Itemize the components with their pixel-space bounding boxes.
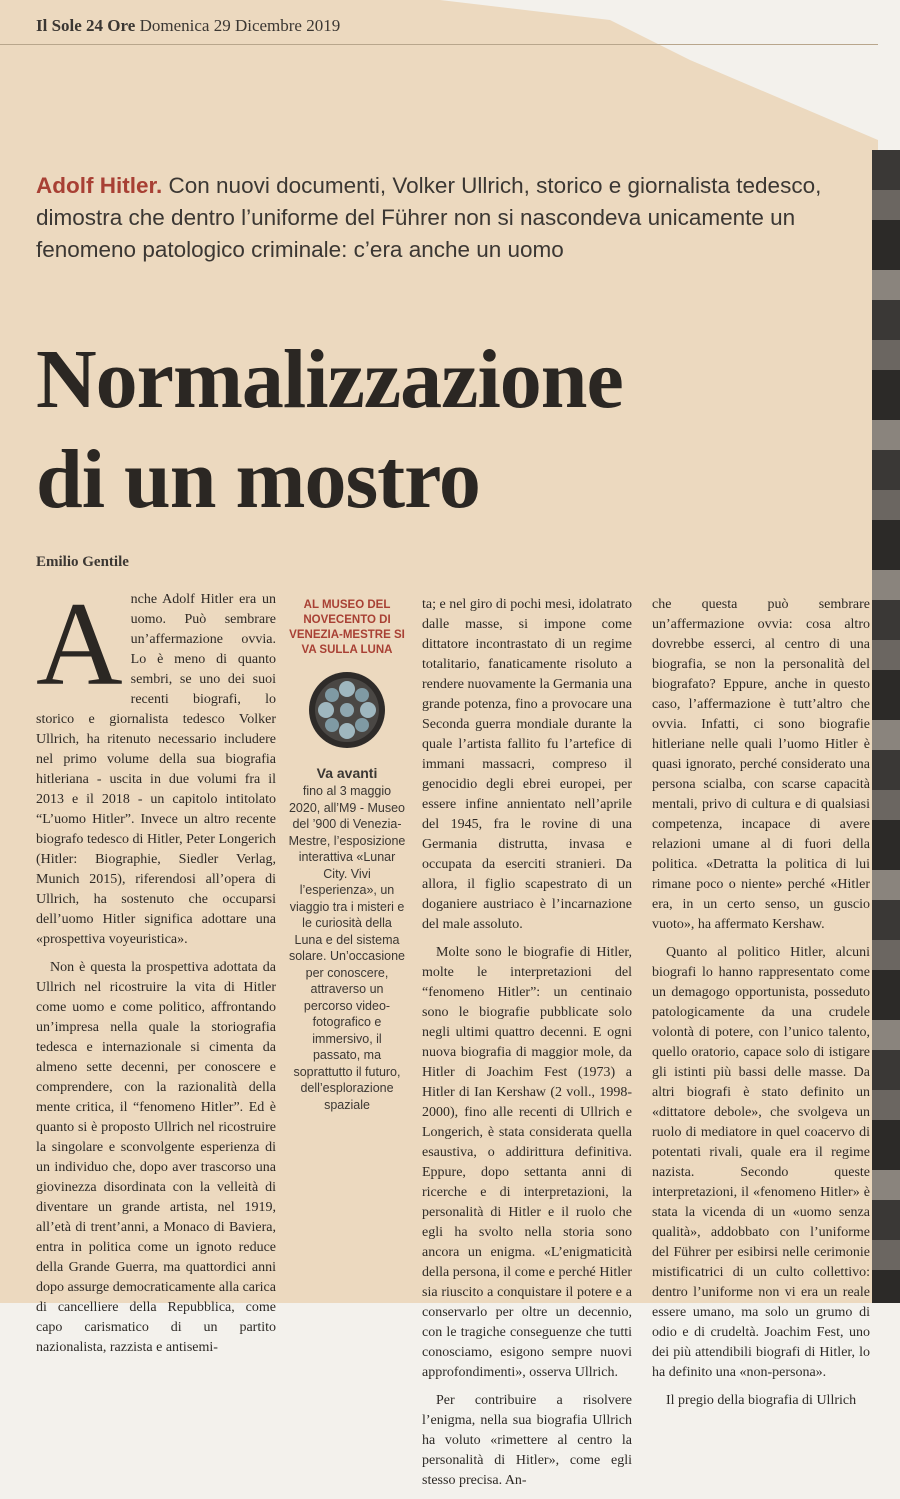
masthead [36, 16, 340, 36]
paragraph: Il pregio della biografia di Ullrich [666, 1393, 857, 1408]
sidebar-box [287, 598, 407, 1113]
kicker-label: Adolf Hitler. [36, 173, 163, 198]
paragraph: ta; e nel giro di pochi mesi, idolatrato dalle masse, si impone come dittatore incontrastato di un regime totalitario, fanaticamente risoluto a rendere nuovamente la Germania una grande potenza, fino a provocare una Seconda guerra mondiale durante la quale l’artista fallito fu l’artefice di immani massacri, compreso il genocidio degli ebrei europei, per essere infine annientato nell’aprile del 1945, fra le rovine di una Germania distrutta, invasa e occupata da eserciti stranieri. Da allora, il figlio scapestrato di un doganiere austriaco è l’incarnazione del male assoluto. [422, 597, 632, 932]
kicker-text: Con nuovi documenti, Volker Ullrich, storico e giornalista tedesco, dimostra che dentro l’uniforme del Führer non si nascondeva unicamente un fenomeno patologico criminale: c’era anche un uomo [36, 173, 822, 262]
headline-line-1: Normalizzazione [36, 333, 623, 426]
paragraph: Non è questa la prospettiva adottata da Ullrich nel ricostruire la vita di Hitler come uomo e come politico, affrontando un’impresa nella quale la storiografia tedesca e internazionale si cimenta da almeno sette decenni, per conoscere e comprendere, con la razionalità della mente critica, il “fenomeno Hitler”. Ed è quanto si è proposto Ullrich nel ricostruire la singolare e sconvolgente esperienza di un individuo che, dopo aver trascorso una giovinezza disordinata con la velleità di diventare un grande artista, nel 1919, all’età di trent’anni, a Monaco di Baviera, entra in politica come un ignoto reduce della Grande Guerra, ma quattordici anni dopo assurge democraticamente alla carica di cancelliere della Repubblica, come capo carismatico di un partito nazionalista, razzista e antisemi- [36, 960, 276, 1355]
paragraph: Molte sono le biografie di Hitler, molte le interpretazioni del “fenomeno Hitler”: un centinaio sono le biografie pubblicate solo negli ultimi quattro decenni. E ogni nuova biografia di maggior mole, da Hitler di Joachim Fest (1973) a Hitler di Ian Kershaw (2 voll., 1998-2000), fino alle recenti di Ullrich e Longerich, è stata considerata quella esaustiva, o addirittura definitiva. Eppure, dopo settanta anni di ricerche e di interpretazioni, la personalità di Hitler e il ruolo che egli ha svolto nella storia sono ancora un enigma. «L’enigmaticità della persona, il come e perché Hitler sia riuscito a conquistare il potere e a conservarlo per oltre un decennio, con le tragiche conseguenze che tutti conosciamo, esigono sempre nuovi approfondimenti», osserva Ullrich. [422, 945, 632, 1380]
paragraph: che questa può sembrare un’affermazione ovvia: cosa altro dovrebbe esserci, al centro di una biografia, se non la personalità del biografato? Eppure, anche in questo caso, l’affermazione è tutt’altro che ovvia. Infatti, ci sono biografie hitleriane nelle quali l’uomo Hitler è quasi ignorato, perché considerato una persona scialba, con scarse capacità mentali, privo di cultura e di qualsiasi competenza, incapace di avere relazioni umane al di fuori della politica. «Detratta la politica di lui rimane poco o niente» perché «Hitler era, in un certo senso, un guscio vuoto», ha affermato Kershaw. [652, 597, 870, 932]
article-column-4 [652, 595, 870, 1419]
kicker [36, 170, 866, 266]
sidebar-text: fino al 3 maggio 2020, all’M9 - Museo del ’900 di Venezia-Mestre, l’esposizione interattiva «Lunar City. Vivi l’esperienza», un viaggio tra i misteri e le curiosità della Luna e del sistema solare. Un’occasione per conoscere, attraverso un percorso video-fotografico e immersivo, il passato, ma soprattutto il futuro, dell’esplorazione spaziale [288, 784, 406, 1112]
newspaper-name: Il Sole 24 Ore [36, 16, 136, 35]
headline [36, 330, 623, 530]
article-column-3 [422, 595, 632, 1499]
headline-line-2: di un mostro [36, 433, 480, 526]
paragraph: Per contribuire a risolvere l’enigma, nella sua biografia Ullrich ha voluto «rimettere al centro la personalità di Hitler», come egli stesso precisa. An- [422, 1393, 632, 1488]
paragraph: Anche Adolf Hitler era un uomo. Può sembrare un’affermazione ovvia. Lo è meno di quanto sembri, se uno dei suoi recenti biografi, lo storico e giornalista tedesco Volker Ullrich, ha ritenuto necessario includere nel primo volume della sua biografia hitleriana - uscita in due volumi fra il 2013 e il 2018 - un capitolo intitolato “L’uomo Hitler”. Invece un altro recente biografo tedesco di Hitler, Peter Longerich (Hitler: Biographie, Siedler Verlag, Munich 2015), riferendosi all’opera di Ullrich, ha sostenuto che occuparsi dell’uomo Hitler significa adottare una «prospettiva voyeuristica». [36, 577, 276, 947]
issue-date: Domenica 29 Dicembre 2019 [139, 16, 341, 35]
sidebar-headline: AL MUSEO DEL NOVECENTO DI VENEZIA-MESTRE SI VA SULLA LUNA [289, 599, 405, 656]
drop-cap: A [36, 577, 123, 710]
sidebar-title: Va avanti [316, 765, 378, 781]
masthead-rule [0, 44, 878, 45]
article-column-1 [36, 577, 276, 1366]
film-reel-icon [307, 670, 387, 750]
byline: Emilio Gentile [36, 554, 129, 570]
background-scrap [872, 150, 900, 1303]
paragraph: Quanto al politico Hitler, alcuni biografi lo hanno rappresentato come un demagogo opportunista, posseduto patologicamente da una crudele volontà di potere, con l’unico talento, quello oratorio, capace solo di istigare gli istinti più bassi delle masse. Da altri biografi è stato definito un «dittatore debole», che svolgeva un ruolo di mediatore in quel coacervo di potentati rivali, quale era il regime nazista. Secondo queste interpretazioni, il «fenomeno Hitler» è stata la vicenda di un «uomo senza qualità», addobbato con l’uniforme del Führer per esibirsi nelle cerimonie mistificatrici di un culto collettivo: dentro l’uniforme non vi era un reale essere umano, ma solo un grumo di odio e di crudeltà. Joachim Fest, uno dei più attendibili biografi di Hitler, lo ha definito una «non-persona». [652, 945, 870, 1380]
